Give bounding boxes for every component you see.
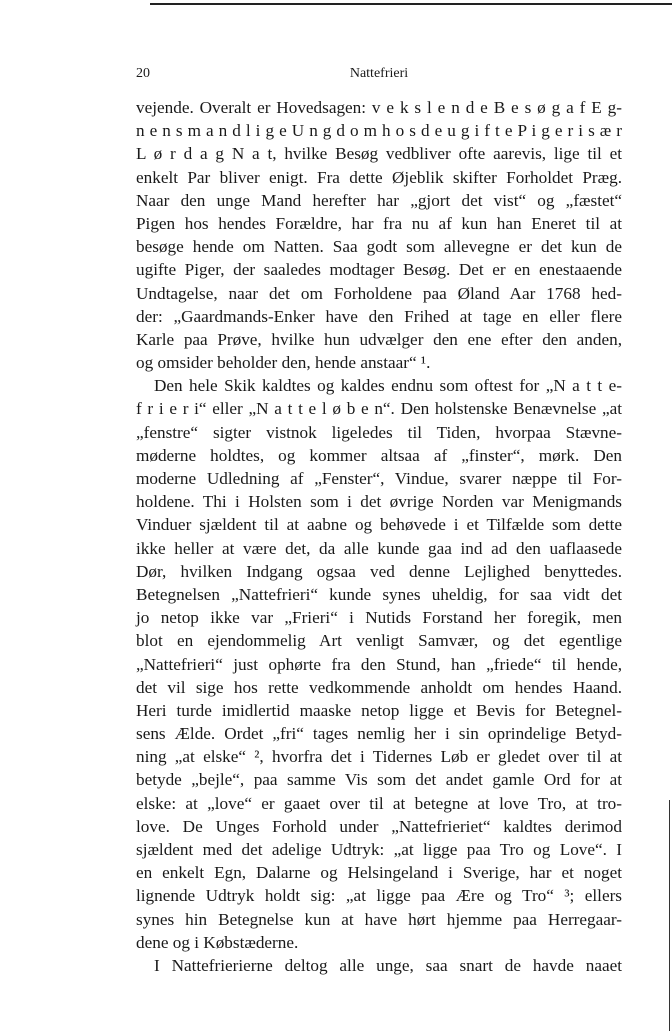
scan-edge-line-right bbox=[669, 800, 670, 1031]
text-line: blot en ejendommelig Art venligt Samvær, og det egentlige bbox=[136, 631, 622, 651]
text-line: L ø r d a g N a t, hvilke Besøg vedbliver ofte aarevis, lige til et bbox=[136, 144, 622, 164]
text-line: f r i e r i“ eller „N a t t e l ø b e n“. Den holstenske Benævnelse „at bbox=[136, 399, 622, 419]
text-line: I Nattefrierierne deltog alle unge, saa snart de havde naaet bbox=[154, 955, 622, 975]
text-line: Vinduer sjældent til at aabne og behøvede i et Tilfælde som dette bbox=[136, 515, 622, 535]
text-line: Naar den unge Mand herefter har „gjort det vist“ og „fæstet“ bbox=[136, 190, 622, 210]
text-line: lignende Udtryk holdt sig: „at ligge paa Ære og Tro“ ³; ellers bbox=[136, 886, 622, 906]
text-line: vejende. Overalt er Hovedsagen: v e k s l e n d e B e s ø g a f E g- bbox=[136, 98, 622, 117]
text-line: betyde „bejle“, paa samme Vis som det andet gamle Ord for at bbox=[136, 770, 622, 790]
text-line: Karle paa Prøve, hvilke hun udvælger den ene efter den anden, bbox=[136, 329, 622, 349]
text-line: synes hin Betegnelse kun at have hørt hjemme paa Herregaar- bbox=[136, 909, 622, 929]
text-line: en enkelt Egn, Dalarne og Helsingeland i Sverige, har et noget bbox=[136, 863, 622, 883]
text-line: enkelt Par bliver enigt. Fra dette Øjeblik skifter Forholdet Præg. bbox=[136, 167, 622, 187]
text-line: jo netop ikke var „Frieri“ i Nutids Forstand her foregik, men bbox=[136, 608, 622, 628]
text-line: Pigen hos hendes Forældre, har fra nu af kun han Eneret til at bbox=[136, 213, 622, 233]
text-line: Heri turde imidlertid maaske netop ligge et Bevis for Betegnel- bbox=[136, 700, 622, 720]
text-line: Den hele Skik kaldtes og kaldes endnu som oftest for „N a t t e- bbox=[154, 376, 622, 396]
text-line: love. De Unges Forhold under „Nattefrieriet“ kaldtes derimod bbox=[136, 816, 622, 836]
text-line: sens Ælde. Ordet „fri“ tages nemlig her i sin oprindelige Betyd- bbox=[136, 724, 622, 744]
text-line: og omsider beholder den, hende anstaar“ ¹. bbox=[136, 353, 431, 373]
text-line: holdene. Thi i Holsten som i det øvrige Norden var Menigmands bbox=[136, 492, 622, 512]
text-line: møderne holdtes, og kommer altsaa af „finster“, mørk. Den bbox=[136, 445, 622, 465]
text-line: „Nattefrieri“ just ophørte fra den Stund, han „friede“ til hende, bbox=[136, 654, 622, 674]
text-line: ikke heller at være det, da alle kunde gaa ind ad den uaflaasede bbox=[136, 538, 622, 558]
text-line: det vil sige hos rette vedkommende anholdt om hendes Haand. bbox=[136, 677, 622, 697]
text-line: n e n s m a n d l i g e U n g d o m h o s d e u g i f t e P i g e r i s æ r bbox=[136, 121, 622, 141]
book-page bbox=[136, 66, 622, 977]
text-line: Undtagelse, naar det om Forholdene paa Øland Aar 1768 hed- bbox=[136, 283, 622, 303]
scan-edge-line bbox=[150, 3, 672, 5]
text-line: ugifte Piger, der saaledes modtager Besøg. Det er en enestaaende bbox=[136, 260, 622, 280]
text-line: dene og i Købstæderne. bbox=[136, 932, 299, 952]
text-line: Dør, hvilken Indgang ogsaa ved denne Lejlighed benyttedes. bbox=[136, 561, 622, 581]
text-line: „fenstre“ sigter vistnok ligeledes til Tiden, hvorpaa Stævne- bbox=[136, 422, 622, 442]
text-line: sjældent med det adelige Udtryk: „at ligge paa Tro og Love“. I bbox=[136, 840, 622, 859]
text-line: der: „Gaardmands-Enker have den Frihed at tage en eller flere bbox=[136, 306, 622, 326]
page-header bbox=[136, 66, 622, 90]
text-line: besøge hende om Natten. Saa godt som allevegne er det kun de bbox=[136, 237, 622, 257]
running-head: Nattefrieri bbox=[349, 66, 409, 81]
page-number: 20 bbox=[136, 66, 150, 81]
text-line: moderne Udledning af „Fenster“, Vindue, svarer næppe til For- bbox=[136, 469, 622, 488]
text-line: elske: at „love“ er gaaet over til at betegne at love Tro, at tro- bbox=[136, 793, 622, 813]
body-text bbox=[136, 96, 622, 977]
text-line: Betegnelsen „Nattefrieri“ kunde synes uheldig, for saa vidt det bbox=[136, 584, 622, 604]
text-line: ning „at elske“ ², hvorfra det i Tidernes Løb er gledet over til at bbox=[136, 747, 622, 767]
